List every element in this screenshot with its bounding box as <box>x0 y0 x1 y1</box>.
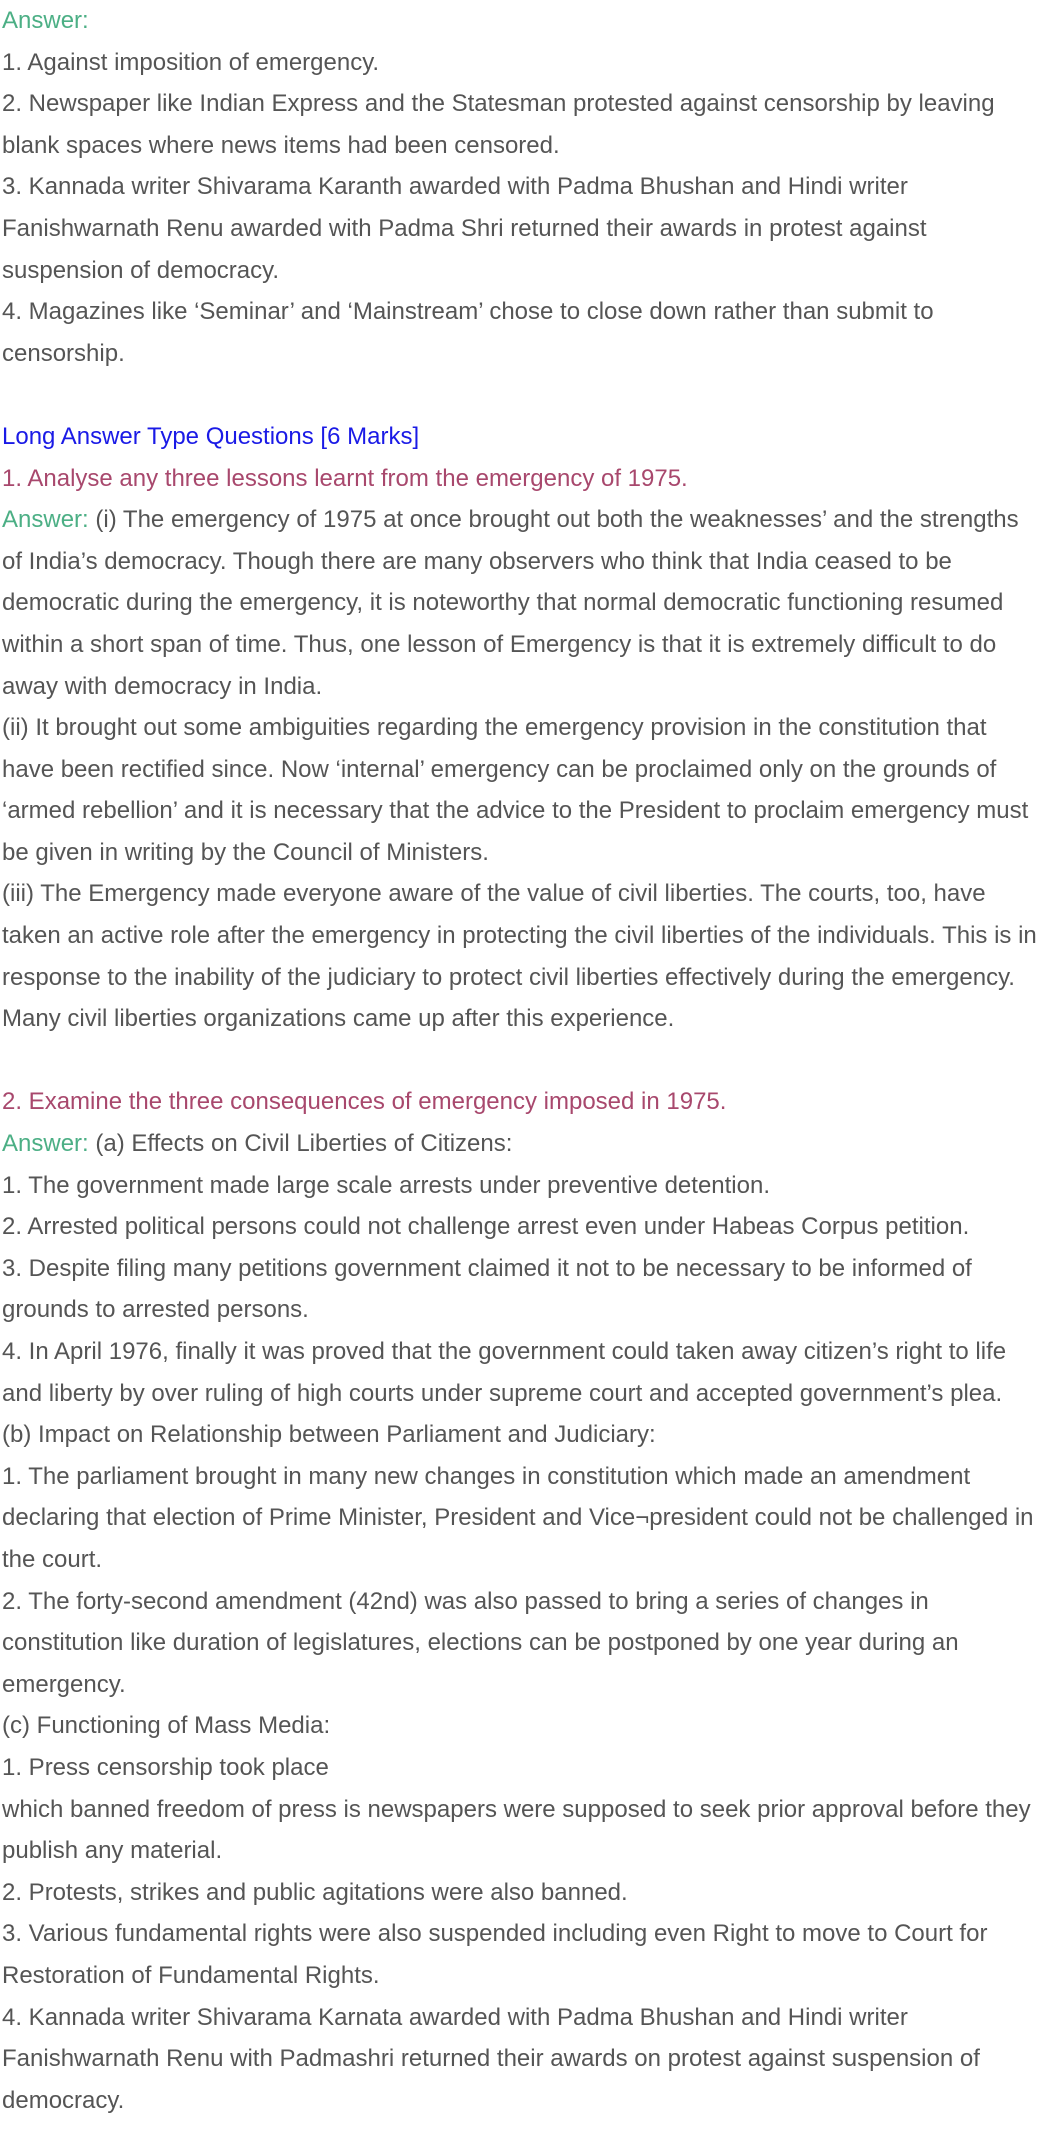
section-heading: Long Answer Type Questions [6 Marks] <box>2 422 420 450</box>
q2-line-7: 2. The forty-second amendment (42nd) was also passed to bring a series of changes in constitution like duration of legislatures, elections can be postponed by one year during an emergency. <box>2 1587 959 1698</box>
intro-point-3: 3. Kannada writer Shivarama Karanth awarded with Padma Bhushan and Hindi writer Fanishwarnath Renu awarded with Padma Shri returned their awards in protest against suspension of democracy. <box>2 173 927 284</box>
q2-line-10: which banned freedom of press is newspapers were supposed to seek prior approval before they publish any material. <box>2 1795 1031 1865</box>
q2-line-8: (c) Functioning of Mass Media: <box>2 1712 331 1740</box>
q2-line-1: 1. The government made large scale arrests under preventive detention. <box>2 1171 770 1199</box>
q2-answer-text: (a) Effects on Civil Liberties of Citizens: <box>88 1130 513 1158</box>
q2-line-5: (b) Impact on Relationship between Parliament and Judiciary: <box>2 1421 656 1449</box>
q2-line-9: 1. Press censorship took place <box>2 1753 329 1781</box>
q1-answer-para-3: (iii) The Emergency made everyone aware of the value of civil liberties. The courts, too, have taken an active role after the emergency in protecting the civil liberties of the individuals. This is in response to the inability of the judiciary to protect civil liberties effectively during the emergency. Many civil liberties organizations came up after this experience. <box>2 880 1037 1033</box>
question-1: 1. Analyse any three lessons learnt from the emergency of 1975. <box>2 464 688 492</box>
q2-answer-para-1 <box>2 1123 1044 1165</box>
spacer <box>2 374 1044 416</box>
q2-line-3: 3. Despite filing many petitions government claimed it not to be necessary to be informed of grounds to arrested persons. <box>2 1254 972 1324</box>
q2-line-2: 2. Arrested political persons could not challenge arrest even under Habeas Corpus petition. <box>2 1213 970 1241</box>
spacer <box>2 1040 1044 1082</box>
intro-point-4: 4. Magazines like ‘Seminar’ and ‘Mainstream’ chose to close down rather than submit to censorship. <box>2 298 934 367</box>
q2-answer-label: Answer: <box>2 1130 89 1158</box>
q2-line-4: 4. In April 1976, finally it was proved that the government could taken away citizen’s right to life and liberty by over ruling of high courts under supreme court and accepted government’s plea. <box>2 1338 1007 1407</box>
q1-answer-text: (i) The emergency of 1975 at once brought out both the weaknesses’ and the strengths of India’s democracy. Though there are many observers who think that India ceased to be democratic during the emergency, it is noteworthy that normal democratic functioning resumed within a short span of time. Thus, one lesson of Emergency is that it is extremely difficult to do away with democracy in India. <box>2 506 1019 700</box>
q1-answer-para-1 <box>2 499 1044 707</box>
q1-answer-para-2: (ii) It brought out some ambiguities regarding the emergency provision in the constitution that have been rectified since. Now ‘internal’ emergency can be proclaimed only on the grounds of ‘armed rebellion’ and it is necessary that the advice to the President to proclaim emergency must be given in writing by the Council of Ministers. <box>2 714 1029 866</box>
q1-answer-label: Answer: <box>2 506 89 534</box>
q2-line-13: 4. Kannada writer Shivarama Karnata awarded with Padma Bhushan and Hindi writer Fanishwarnath Renu with Padmashri returned their awards on protest against suspension of democracy. <box>2 2003 980 2114</box>
q2-line-6: 1. The parliament brought in many new changes in constitution which made an amendment declaring that election of Prime Minister, President and Vice¬president could not be challenged in the court. <box>2 1462 1034 1573</box>
intro-answer-label: Answer: <box>2 7 89 34</box>
q2-line-11: 2. Protests, strikes and public agitations were also banned. <box>2 1878 628 1906</box>
intro-point-2: 2. Newspaper like Indian Express and the Statesman protested against censorship by leaving blank spaces where news items had been censored. <box>2 90 995 159</box>
intro-point-1: 1. Against imposition of emergency. <box>2 48 380 76</box>
q2-line-12: 3. Various fundamental rights were also suspended including even Right to move to Court for Restoration of Fundamental Rights. <box>2 1920 988 1989</box>
question-2: 2. Examine the three consequences of emergency imposed in 1975. <box>2 1088 727 1116</box>
